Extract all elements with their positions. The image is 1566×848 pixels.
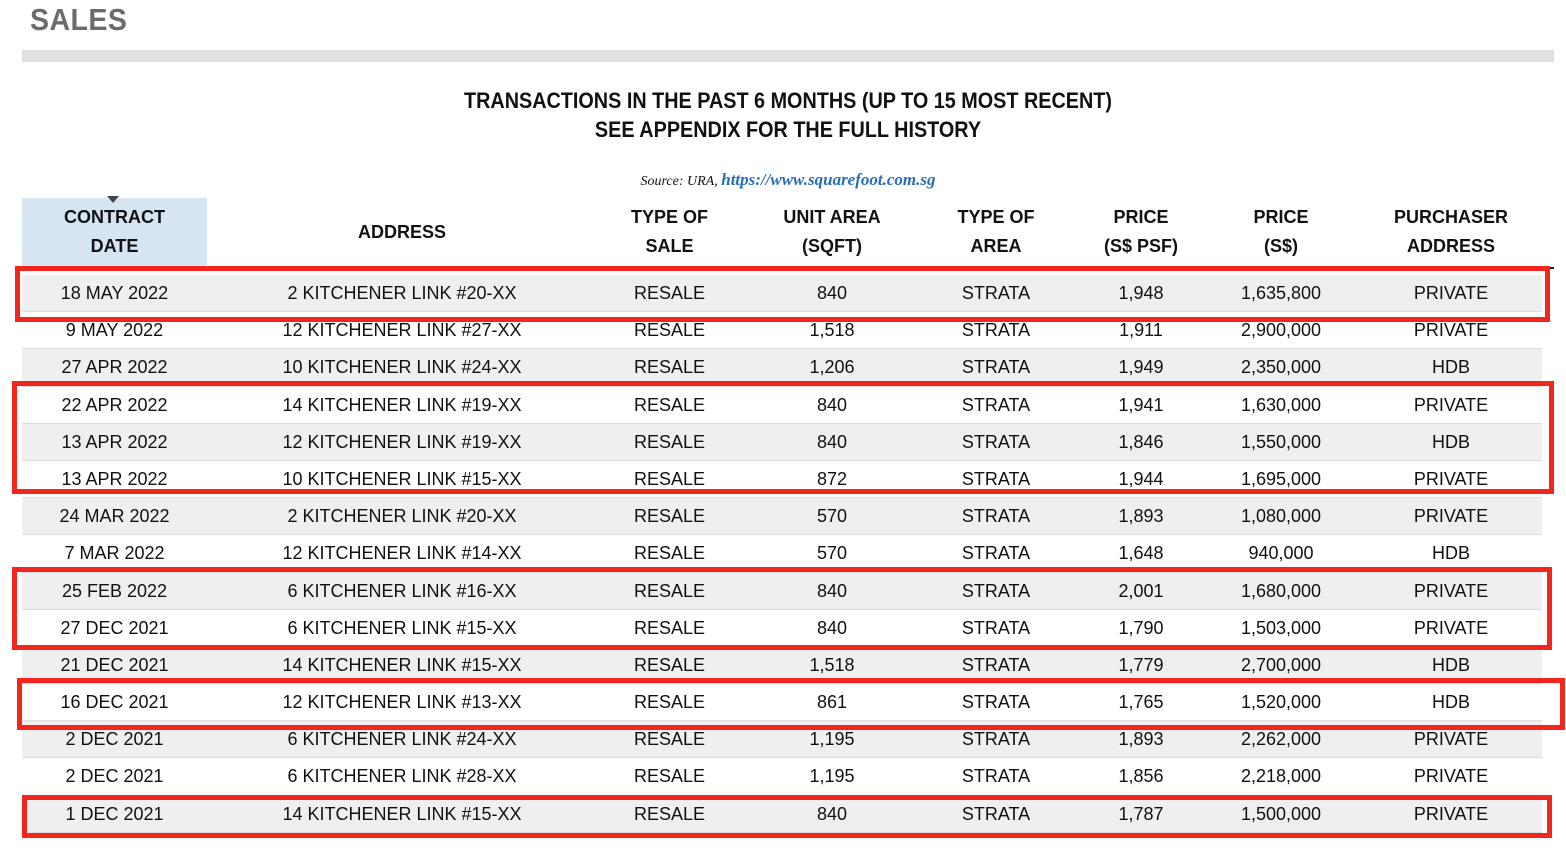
cell-purchaser-address: PRIVATE [1413,506,1489,527]
cell-address: 2 KITCHENER LINK #20-XX [287,506,517,527]
table-row [22,349,1542,386]
cell-address: 14 KITCHENER LINK #15-XX [282,803,522,824]
cell-price: 1,680,000 [1240,580,1322,601]
cell-contract-date: 27 APR 2022 [61,357,168,378]
table-row [22,647,1542,684]
cell-price-psf: 1,944 [1118,468,1164,489]
cell-contract-date: 9 MAY 2022 [65,320,164,341]
cell-contract-date: 24 MAR 2022 [59,506,170,527]
cell-purchaser-address: PRIVATE [1413,320,1489,341]
header-price[interactable]: PRICE (S$) [1253,207,1309,256]
cell-price-psf: 1,949 [1118,357,1164,378]
cell-type-of-area: STRATA [961,654,1031,675]
cell-purchaser-address: HDB [1431,357,1470,378]
header-purchaser-address[interactable]: PURCHASER ADDRESS [1393,207,1508,256]
cell-type-of-sale: RESALE [633,766,706,787]
source-label: Source: URA, [640,174,722,189]
cell-price-psf: 1,765 [1118,692,1164,713]
header-type-of-area[interactable]: TYPE OF AREA [957,207,1035,256]
cell-unit-area: 1,195 [809,766,855,787]
cell-price: 1,550,000 [1240,431,1322,452]
header-type-of-sale[interactable]: TYPE OF SALE [630,207,708,256]
cell-price-psf: 1,790 [1118,617,1164,638]
cell-purchaser-address: PRIVATE [1413,803,1489,824]
table-row [22,461,1542,498]
cell-type-of-area: STRATA [961,692,1031,713]
cell-contract-date: 1 DEC 2021 [65,803,164,824]
cell-price: 2,700,000 [1240,654,1322,675]
cell-type-of-area: STRATA [961,766,1031,787]
cell-type-of-area: STRATA [961,357,1031,378]
header-unit-area[interactable]: UNIT AREA (SQFT) [783,207,881,256]
table-row [22,721,1542,758]
cell-price: 1,635,800 [1240,283,1322,303]
cell-price: 1,630,000 [1240,394,1322,415]
cell-type-of-sale: RESALE [633,729,706,750]
cell-price: 940,000 [1248,543,1314,564]
cell-contract-date: 13 APR 2022 [61,431,168,452]
cell-address: 6 KITCHENER LINK #28-XX [287,766,517,787]
cell-type-of-area: STRATA [961,468,1031,489]
cell-address: 6 KITCHENER LINK #16-XX [287,580,517,601]
table-row [22,758,1542,795]
cell-purchaser-address: HDB [1431,431,1470,452]
table-row [22,312,1542,349]
cell-address: 12 KITCHENER LINK #13-XX [282,692,522,713]
cell-price-psf: 1,948 [1118,283,1164,303]
cell-price: 1,695,000 [1240,468,1322,489]
sort-desc-icon [107,196,119,203]
cell-type-of-area: STRATA [961,617,1031,638]
cell-address: 12 KITCHENER LINK #14-XX [282,543,522,564]
cell-price: 1,520,000 [1240,692,1322,713]
cell-unit-area: 840 [816,617,848,638]
cell-address: 2 KITCHENER LINK #20-XX [287,283,517,303]
header-price-psf[interactable]: PRICE (S$ PSF) [1103,207,1178,256]
cell-address: 10 KITCHENER LINK #24-XX [282,357,522,378]
cell-unit-area: 872 [816,468,848,489]
cell-unit-area: 1,195 [809,729,855,750]
table-row [22,387,1542,424]
cell-type-of-sale: RESALE [633,617,706,638]
cell-contract-date: 7 MAR 2022 [64,543,165,564]
cell-contract-date: 16 DEC 2021 [60,692,169,713]
cell-unit-area: 1,518 [809,320,855,341]
cell-unit-area: 1,206 [809,357,855,378]
cell-unit-area: 861 [816,692,848,713]
table-row [22,424,1542,461]
cell-type-of-sale: RESALE [633,431,706,452]
transactions-table-body [22,275,1542,833]
cell-contract-date: 18 MAY 2022 [60,283,169,303]
cell-purchaser-address: HDB [1431,543,1470,564]
cell-type-of-area: STRATA [961,431,1031,452]
cell-price-psf: 1,856 [1118,766,1164,787]
cell-unit-area: 1,518 [809,654,855,675]
cell-price: 1,503,000 [1240,617,1322,638]
cell-type-of-area: STRATA [961,283,1031,303]
cell-unit-area: 840 [816,803,848,824]
cell-purchaser-address: PRIVATE [1413,283,1489,303]
cell-purchaser-address: PRIVATE [1413,580,1489,601]
cell-address: 12 KITCHENER LINK #19-XX [282,431,522,452]
cell-price: 2,350,000 [1240,357,1322,378]
cell-purchaser-address: HDB [1431,654,1470,675]
section-divider [22,50,1554,62]
cell-type-of-area: STRATA [961,580,1031,601]
cell-price: 2,900,000 [1240,320,1322,341]
cell-price: 1,080,000 [1240,506,1322,527]
cell-address: 14 KITCHENER LINK #19-XX [282,394,522,415]
cell-purchaser-address: PRIVATE [1413,729,1489,750]
cell-price-psf: 1,648 [1118,543,1164,564]
cell-type-of-sale: RESALE [633,803,706,824]
cell-contract-date: 21 DEC 2021 [60,654,169,675]
table-row [22,275,1542,312]
section-title: SALES [30,2,128,37]
cell-type-of-area: STRATA [961,729,1031,750]
header-rule [22,267,1554,269]
cell-price-psf: 2,001 [1118,580,1164,601]
cell-type-of-sale: RESALE [633,320,706,341]
cell-purchaser-address: PRIVATE [1413,468,1489,489]
cell-type-of-sale: RESALE [633,394,706,415]
cell-unit-area: 840 [816,283,848,303]
table-row [22,498,1542,535]
cell-price-psf: 1,846 [1118,431,1164,452]
cell-price: 2,218,000 [1240,766,1322,787]
table-row [22,684,1542,721]
cell-purchaser-address: PRIVATE [1413,394,1489,415]
cell-contract-date: 22 APR 2022 [61,394,168,415]
header-contract-date[interactable]: CONTRACT DATE [22,198,207,266]
cell-purchaser-address: HDB [1431,692,1470,713]
cell-contract-date: 27 DEC 2021 [60,617,169,638]
cell-unit-area: 840 [816,394,848,415]
cell-type-of-area: STRATA [961,803,1031,824]
cell-unit-area: 840 [816,431,848,452]
cell-unit-area: 570 [816,506,848,527]
cell-contract-date: 13 APR 2022 [61,468,168,489]
cell-type-of-area: STRATA [961,320,1031,341]
table-row [22,535,1542,572]
table-row [22,610,1542,647]
cell-type-of-sale: RESALE [633,543,706,564]
cell-type-of-area: STRATA [961,543,1031,564]
cell-type-of-sale: RESALE [633,283,706,303]
cell-unit-area: 840 [816,580,848,601]
cell-type-of-sale: RESALE [633,580,706,601]
cell-price: 2,262,000 [1240,729,1322,750]
cell-unit-area: 570 [816,543,848,564]
cell-type-of-sale: RESALE [633,506,706,527]
table-heading-line2: SEE APPENDIX FOR THE FULL HISTORY [594,117,982,142]
cell-contract-date: 2 DEC 2021 [65,729,164,750]
cell-price: 1,500,000 [1240,803,1322,824]
cell-type-of-area: STRATA [961,506,1031,527]
cell-price-psf: 1,779 [1118,654,1164,675]
cell-type-of-sale: RESALE [633,654,706,675]
cell-price-psf: 1,941 [1118,394,1164,415]
cell-address: 10 KITCHENER LINK #15-XX [282,468,522,489]
cell-address: 14 KITCHENER LINK #15-XX [282,654,522,675]
source-note [22,170,1554,190]
header-address[interactable]: ADDRESS [357,221,446,242]
cell-price-psf: 1,787 [1118,803,1164,824]
cell-type-of-sale: RESALE [633,357,706,378]
cell-type-of-sale: RESALE [633,692,706,713]
cell-type-of-sale: RESALE [633,468,706,489]
source-link[interactable]: https://www.squarefoot.com.sg [721,170,936,189]
cell-address: 6 KITCHENER LINK #15-XX [287,617,517,638]
cell-price-psf: 1,911 [1119,320,1163,341]
cell-contract-date: 2 DEC 2021 [65,766,164,787]
table-heading-line1: TRANSACTIONS IN THE PAST 6 MONTHS (UP TO 15 MOST RECENT) [464,88,1112,113]
cell-address: 6 KITCHENER LINK #24-XX [287,729,517,750]
table-header [22,198,1554,268]
cell-type-of-area: STRATA [961,394,1031,415]
cell-price-psf: 1,893 [1118,506,1164,527]
cell-price-psf: 1,893 [1118,729,1164,750]
cell-address: 12 KITCHENER LINK #27-XX [282,320,522,341]
cell-purchaser-address: PRIVATE [1413,766,1489,787]
cell-contract-date: 25 FEB 2022 [61,580,168,601]
table-row [22,796,1542,833]
cell-purchaser-address: PRIVATE [1413,617,1489,638]
table-row [22,573,1542,610]
